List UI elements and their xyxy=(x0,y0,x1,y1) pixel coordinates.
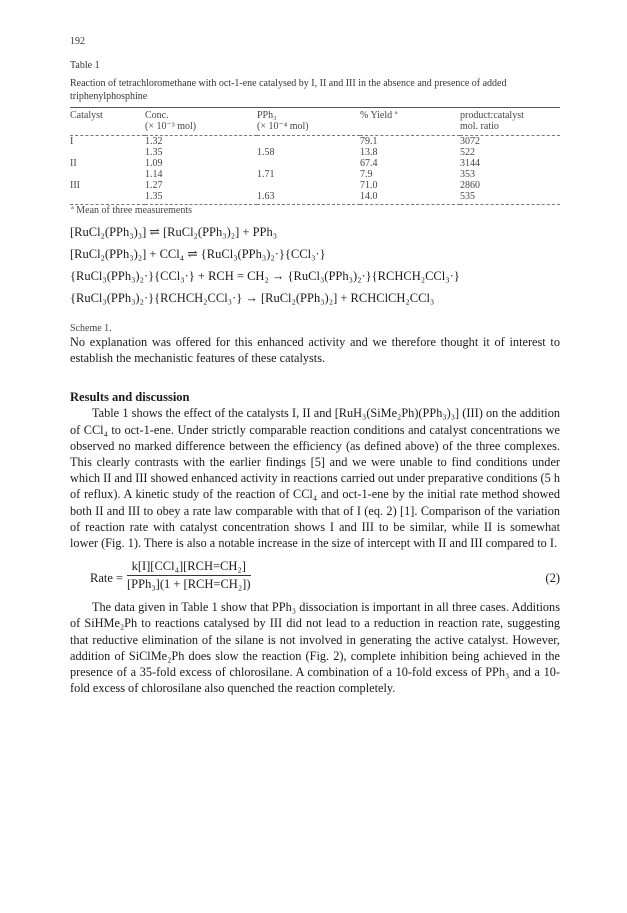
equation-number: (2) xyxy=(545,571,560,586)
cell-yield: 79.1 xyxy=(360,136,378,147)
rate-equation-fraction xyxy=(127,559,251,592)
cell-conc: 1.35 xyxy=(145,147,163,158)
header-ratio-line1: product:catalyst xyxy=(460,110,524,121)
intro-paragraph: No explanation was offered for this enhanced activity and we therefore thought it of interest to establish the mechanistic features of these catalysts. xyxy=(70,335,560,366)
header-concentration xyxy=(145,108,257,136)
rate-equation xyxy=(70,559,560,599)
cell-ratio: 3144 xyxy=(460,158,480,169)
table-row xyxy=(70,191,560,205)
table-caption: Reaction of tetrachloromethane with oct-1-ene catalysed by I, II and III in the absence and presence of added triphenylphosphine xyxy=(70,78,507,102)
cell-catalyst xyxy=(70,191,145,205)
cell-conc: 1.35 xyxy=(145,191,163,202)
table-row xyxy=(70,169,560,180)
reaction-scheme xyxy=(70,221,560,309)
header-pph3 xyxy=(257,108,360,136)
cell-pph3: 1.63 xyxy=(257,191,275,202)
cell-conc: 1.27 xyxy=(145,180,163,191)
cell-catalyst: II xyxy=(70,158,77,169)
rate-equation-numerator: k[I][CCl₄][RCH=CH₂] xyxy=(127,559,251,576)
results-paragraph-1: Table 1 shows the effect of the catalysts I, II and [RuH₃(SiMe₂Ph)(PPh₃)₃] (III) on the addition of CCl₄ to oct-1-ene. Under strictly comparable reaction conditions and catalyst concentrations we observed no marked difference between the efficiency (as defined above) of the three complexes. This clearly contrasts with the earlier findings [5] and we were unable to find conditions under which II and III showed enhanced activity in reactions carried out under preparative conditions (5 h of reflux). A kinetic study of the reaction of CCl₄ and oct-1-ene by the initial rate method showed both II and III to obey a rate law comparable with that of I (eq. 2) [1]. Comparison of the variation of reaction rate with catalyst concentration shows I and III to be similar, while II is somewhat lower (Fig. 1). There is also a notable increase in the size of intercept with II and III compared to I. xyxy=(70,406,560,551)
table-label: Table 1 xyxy=(70,60,100,71)
table-row xyxy=(70,180,560,191)
cell-yield: 13.8 xyxy=(360,147,378,158)
cell-conc: 1.09 xyxy=(145,158,163,169)
cell-yield: 71.0 xyxy=(360,180,378,191)
header-yield: % Yield ª xyxy=(360,110,398,121)
header-pph3-line1: PPh₃ xyxy=(257,110,277,121)
scheme-line-4: {RuCl₃(PPh₃)₂·}{RCHCH₂CCl₃·} → [RuCl₂(PPh₃)₂] + RCHClCH₂CCl₃ xyxy=(70,291,435,305)
table-row xyxy=(70,136,560,147)
page-number: 192 xyxy=(70,36,85,47)
cell-ratio: 2860 xyxy=(460,180,480,191)
table-row xyxy=(70,147,560,158)
header-conc-line1: Conc. xyxy=(145,110,169,121)
cell-yield: 14.0 xyxy=(360,191,378,202)
header-pph3-line2: (× 10⁻⁴ mol) xyxy=(257,121,309,132)
cell-catalyst: I xyxy=(70,136,74,147)
cell-conc: 1.14 xyxy=(145,169,163,180)
results-paragraph-2: The data given in Table 1 show that PPh₃ dissociation is important in all three cases. Additions of SiHMe₂Ph to reactions catalysed by III did not lead to a reduction in reaction rate, suggesting that reductive elimination of the silane is not involved in generating the active catalyst. However, addition of SiClMe₂Ph does slow the reaction (Fig. 2), complete inhibition being achieved in the presence of a 35-fold excess of chlorosilane. A combination of a 10-fold excess of PPh₃ and a 10-fold excess of chlorosilane also quenched the reaction completely. xyxy=(70,600,560,696)
rate-equation-lhs: Rate = xyxy=(90,571,124,586)
header-ratio xyxy=(460,108,560,136)
results-table xyxy=(70,107,560,217)
cell-catalyst: III xyxy=(70,180,80,191)
header-ratio-line2: mol. ratio xyxy=(460,121,499,132)
cell-yield: 67.4 xyxy=(360,158,378,169)
cell-yield: 7.9 xyxy=(360,169,373,180)
header-catalyst: Catalyst xyxy=(70,110,103,121)
table-row xyxy=(70,158,560,169)
scheme-line-3: {RuCl₃(PPh₃)₂·}{CCl₃·} + RCH = CH₂ → {RuCl₃(PPh₃)₂·}{RCHCH₂CCl₃·} xyxy=(70,269,460,283)
scheme-line-2: [RuCl₂(PPh₃)₂] + CCl₄ ⇌ {RuCl₃(PPh₃)₂·}{CCl₃·} xyxy=(70,247,326,261)
cell-ratio: 3072 xyxy=(460,136,480,147)
cell-pph3 xyxy=(257,136,360,147)
cell-ratio: 522 xyxy=(460,147,475,158)
scheme-line-1: [RuCl₂(PPh₃)₃] ⇌ [RuCl₂(PPh₃)₂] + PPh₃ xyxy=(70,225,278,239)
cell-pph3: 1.58 xyxy=(257,147,275,158)
rate-equation-denominator: [PPh₃](1 + [RCH=CH₂]) xyxy=(127,577,251,592)
cell-ratio: 535 xyxy=(460,191,475,202)
table-footnote: ª Mean of three measurements xyxy=(70,205,560,218)
scheme-label: Scheme 1. xyxy=(70,323,112,334)
cell-pph3 xyxy=(257,180,360,191)
cell-pph3 xyxy=(257,158,360,169)
cell-catalyst xyxy=(70,147,145,158)
cell-pph3: 1.71 xyxy=(257,169,275,180)
cell-catalyst xyxy=(70,169,145,180)
cell-conc: 1.32 xyxy=(145,136,163,147)
cell-ratio: 353 xyxy=(460,169,475,180)
header-conc-line2: (× 10⁻³ mol) xyxy=(145,121,197,132)
section-heading: Results and discussion xyxy=(70,390,190,405)
journal-page xyxy=(70,36,560,696)
